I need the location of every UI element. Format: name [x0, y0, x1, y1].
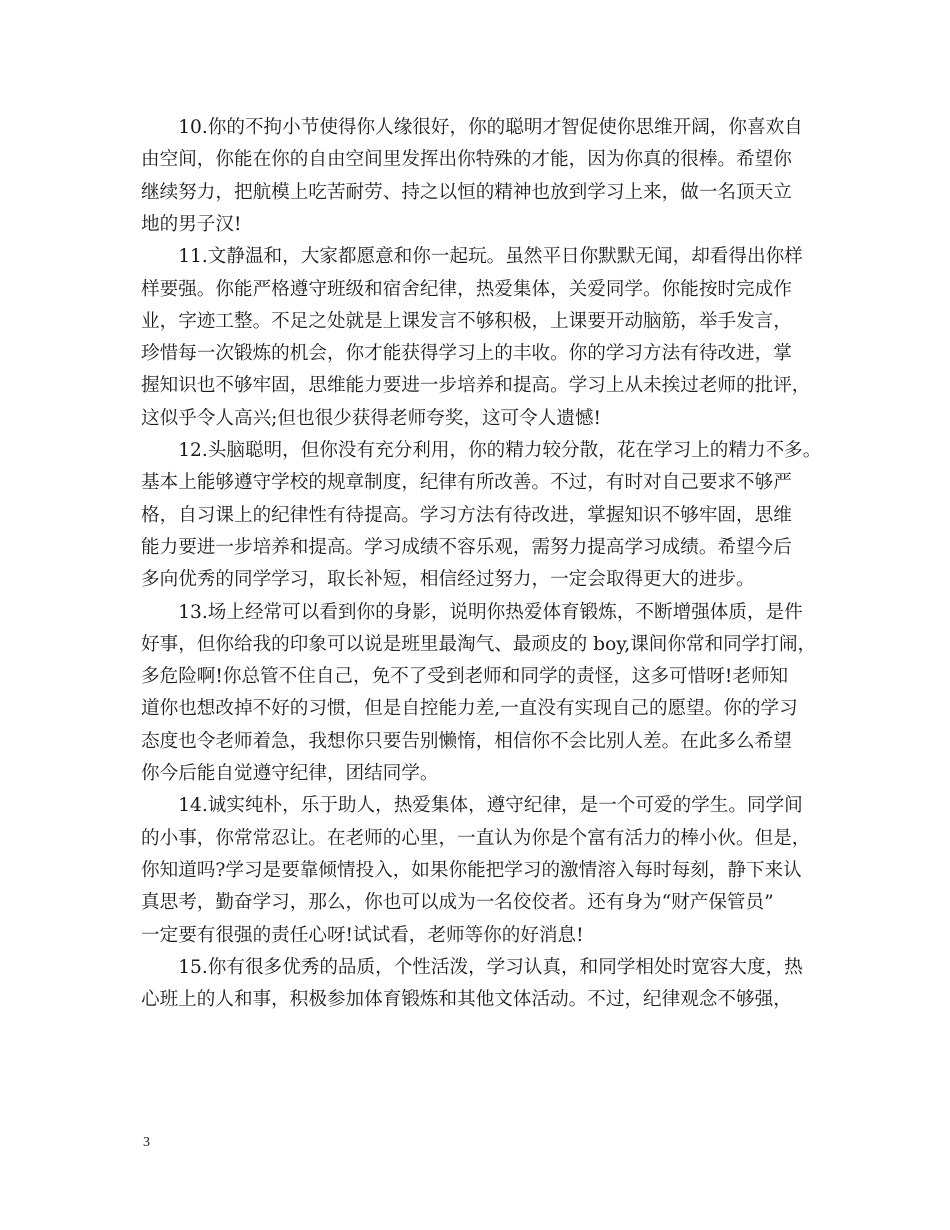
text-line: 10.你的不拘小节使得你人缘很好，你的聪明才智促使你思维开阔，你喜欢自	[141, 117, 803, 138]
text-line: 你知道吗?学习是要靠倾情投入，如果你能把学习的激情溶入每时每刻，静下来认	[141, 859, 802, 881]
text-line: 珍惜每一次锻炼的机会，你才能获得学习上的丰收。你的学习方法有待改进，掌	[141, 343, 792, 365]
text-line: 基本上能够遵守学校的规章制度，纪律有所改善。不过，有时对自己要求不够严	[141, 472, 792, 494]
text-line: 一定要有很强的责任心呀!试试看，老师等你的好消息!	[141, 924, 584, 946]
text-line: 道你也想改掉不好的习惯，但是自控能力差,一直没有实现自己的愿望。你的学习	[141, 698, 798, 720]
text-line: 14.诚实纯朴，乐于助人，热爱集体，遵守纪律，是一个可爱的学生。同学间	[141, 795, 803, 817]
text-line: 能力要进一步培养和提高。学习成绩不容乐观，需努力提高学习成绩。希望今后	[141, 536, 792, 558]
text-line: 你今后能自觉遵守纪律，团结同学。	[141, 763, 439, 784]
text-line: 多危险啊!你总管不住自己，免不了受到老师和同学的责怪，这多可惜呀!老师知	[141, 666, 789, 688]
text-line: 11.文静温和，大家都愿意和你一起玩。虽然平日你默默无闻，却看得出你样	[141, 246, 803, 268]
page-number: 3	[143, 1135, 150, 1150]
text-line: 13.场上经常可以看到你的身影，说明你热爱体育锻炼，不断增强体质，是件	[141, 601, 803, 623]
text-line: 态度也令老师着急，我想你只要告别懒惰，相信你不会比别人差。在此多么希望	[141, 730, 792, 752]
text-line: 心班上的人和事，积极参加体育锻炼和其他文体活动。不过，纪律观念不够强，	[141, 989, 792, 1011]
text-line: 格，自习课上的纪律性有待提高。学习方法有待改进，掌握知识不够牢固，思维	[141, 504, 792, 526]
text-line: 握知识也不够牢固，思维能力要进一步培养和提高。学习上从未挨过老师的批评，	[141, 375, 811, 397]
text-line: 由空间，你能在你的自由空间里发挥出你特殊的才能，因为你真的很棒。希望你	[141, 149, 792, 171]
text-line: 多向优秀的同学学习，取长补短，相信经过努力，一定会取得更大的进步。	[141, 569, 755, 591]
text-line: 15.你有很多优秀的品质，个性活泼，学习认真，和同学相处时宽容大度，热	[141, 956, 803, 978]
text-line: 业，字迹工整。不足之处就是上课发言不够积极，上课要开动脑筋，举手发言，	[141, 310, 792, 332]
text-line: 的小事，你常常忍让。在老师的心里，一直认为你是个富有活力的棒小伙。但是，	[141, 827, 811, 849]
text-line: 12.头脑聪明，但你没有充分利用，你的精力较分散，花在学习上的精力不多。	[141, 440, 822, 461]
text-line: 地的男子汉!	[141, 213, 242, 235]
text-line: 继续努力，把航模上吃苦耐劳、持之以恒的精神也放到学习上来，做一名顶天立	[141, 181, 792, 203]
text-line: 真思考，勤奋学习，那么，你也可以成为一名佼佼者。还有身为“财产保管员”	[141, 892, 774, 914]
text-line: 样要强。你能严格遵守班级和宿舍纪律，热爱集体，关爱同学。你能按时完成作	[141, 278, 792, 300]
text-line: 好事，但你给我的印象可以说是班里最淘气、最顽皮的 boy,课间你常和同学打闹，	[141, 633, 817, 655]
text-line: 这似乎令人高兴;但也很少获得老师夸奖，这可令人遗憾!	[141, 407, 601, 429]
